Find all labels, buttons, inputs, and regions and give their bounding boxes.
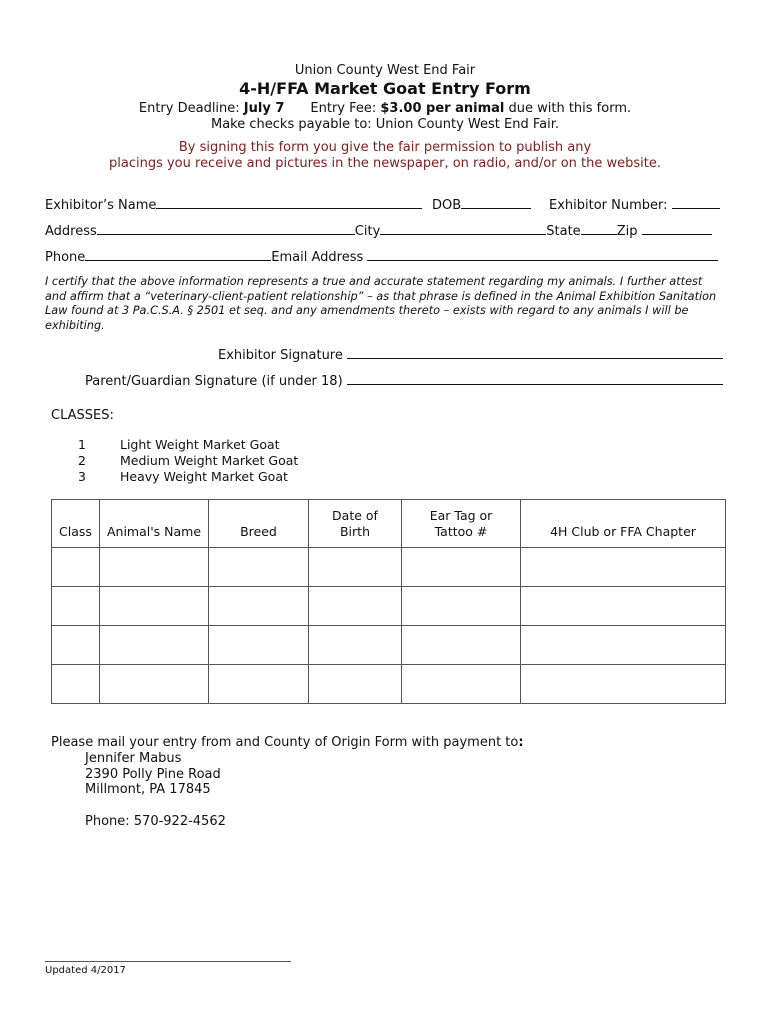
mail-contact-name: Jennifer Mabus — [85, 751, 182, 766]
table-cell[interactable] — [52, 587, 100, 626]
table-cell[interactable] — [521, 626, 726, 665]
dob-field[interactable] — [432, 197, 531, 213]
state-label: State — [546, 224, 581, 239]
city-line[interactable] — [380, 223, 546, 235]
guardian-signature-line[interactable] — [347, 373, 723, 385]
dob-label: DOB — [432, 198, 462, 213]
table-cell[interactable] — [402, 665, 521, 704]
mail-colon: : — [518, 735, 524, 750]
mail-street: 2390 Polly Pine Road — [85, 767, 221, 782]
phone-line[interactable] — [85, 249, 271, 261]
city-label: City — [354, 224, 381, 239]
fair-name: Union County West End Fair — [294, 63, 476, 78]
table-cell[interactable] — [100, 548, 209, 587]
guardian-signature-label: Parent/Guardian Signature (if under 18) — [85, 374, 343, 389]
table-cell[interactable] — [100, 587, 209, 626]
table-cell[interactable] — [402, 548, 521, 587]
col-header-animal-name: Animal's Name — [100, 500, 209, 548]
table-row — [52, 626, 726, 665]
table-cell[interactable] — [309, 548, 402, 587]
form-title: 4-H/FFA Market Goat Entry Form — [239, 79, 531, 98]
table-cell[interactable] — [52, 665, 100, 704]
table-cell[interactable] — [521, 548, 726, 587]
guardian-signature-field[interactable] — [85, 373, 723, 389]
table-cell[interactable] — [52, 626, 100, 665]
table-cell[interactable] — [209, 587, 309, 626]
table-header-row — [52, 500, 726, 548]
fee-label: Entry Fee: — [310, 101, 381, 116]
mail-city: Millmont, PA 17845 — [85, 782, 211, 797]
table-cell[interactable] — [309, 626, 402, 665]
fee-suffix: due with this form. — [504, 101, 632, 116]
email-line[interactable] — [367, 249, 718, 261]
deadline-fee-line — [0, 101, 770, 116]
deadline-value: July 7 — [243, 101, 285, 116]
class-name: Medium Weight Market Goat — [120, 453, 299, 468]
permission-line-1: By signing this form you give the fair permission to publish any — [178, 140, 592, 155]
exhibitor-signature-label: Exhibitor Signature — [218, 348, 343, 363]
table-cell[interactable] — [309, 665, 402, 704]
exhibitor-name-field[interactable] — [45, 197, 422, 213]
table-cell[interactable] — [100, 626, 209, 665]
table-row — [52, 587, 726, 626]
col-header-date-of-birth: Date of Birth — [309, 500, 402, 548]
exhibitor-name-line[interactable] — [156, 197, 422, 209]
class-name: Heavy Weight Market Goat — [120, 469, 288, 484]
col-header-club-chapter: 4H Club or FFA Chapter — [521, 500, 726, 548]
table-cell[interactable] — [209, 548, 309, 587]
table-cell[interactable] — [52, 548, 100, 587]
col-header-ear-tag: Ear Tag or Tattoo # — [402, 500, 521, 548]
exhibitor-number-label: Exhibitor Number: — [549, 198, 668, 213]
class-name: Light Weight Market Goat — [120, 437, 280, 452]
table-cell[interactable] — [209, 626, 309, 665]
exhibitor-name-label: Exhibitor’s Name — [45, 198, 157, 213]
footer-divider — [45, 961, 291, 962]
col-header-breed: Breed — [209, 500, 309, 548]
phone-label: Phone — [45, 250, 86, 265]
checks-payable-line: Make checks payable to: Union County West End Fair. — [211, 117, 559, 132]
mail-intro: Please mail your entry from and County of Origin Form with payment to — [51, 735, 519, 750]
fee-value: $3.00 per animal — [380, 101, 505, 116]
email-label: Email Address — [271, 250, 364, 265]
mail-instructions — [51, 735, 524, 750]
exhibitor-number-line[interactable] — [672, 197, 720, 209]
state-line[interactable] — [581, 223, 617, 235]
exhibitor-signature-field[interactable] — [218, 347, 723, 363]
table-cell[interactable] — [100, 665, 209, 704]
table-cell[interactable] — [402, 587, 521, 626]
zip-line[interactable] — [642, 223, 712, 235]
col-header-class: Class — [52, 500, 100, 548]
table-cell[interactable] — [521, 665, 726, 704]
table-cell[interactable] — [402, 626, 521, 665]
dob-line[interactable] — [461, 197, 531, 209]
zip-label: Zip — [616, 224, 638, 239]
table-cell[interactable] — [309, 587, 402, 626]
phone-email-field[interactable] — [45, 249, 718, 265]
classes-heading: CLASSES: — [51, 408, 114, 423]
mail-phone: Phone: 570-922-4562 — [85, 814, 226, 829]
class-number: 3 — [78, 469, 86, 484]
address-line[interactable] — [97, 223, 355, 235]
address-field[interactable] — [45, 223, 712, 239]
table-row — [52, 548, 726, 587]
permission-line-2: placings you receive and pictures in the newspaper, on radio, and/or on the website. — [109, 156, 661, 171]
entry-table — [51, 499, 726, 704]
certification-statement: I certify that the above information represents a true and accurate statement regarding my animals. I further attest and affirm that a “veterinary-client-patient relationship” – as that phrase is defined in the Animal Exhibition Sanitation Law found at 3 Pa.C.S.A. § 2501 et seq. and any amendments thereto – exists with regard to any animals I will be exhibiting. — [45, 275, 717, 332]
table-cell[interactable] — [521, 587, 726, 626]
class-number: 1 — [78, 437, 86, 452]
updated-date: Updated 4/2017 — [45, 965, 126, 976]
class-number: 2 — [78, 453, 86, 468]
table-cell[interactable] — [209, 665, 309, 704]
exhibitor-number-field[interactable] — [549, 197, 720, 213]
address-label: Address — [45, 224, 97, 239]
exhibitor-signature-line[interactable] — [347, 347, 723, 359]
deadline-label: Entry Deadline: — [138, 101, 244, 116]
table-row — [52, 665, 726, 704]
